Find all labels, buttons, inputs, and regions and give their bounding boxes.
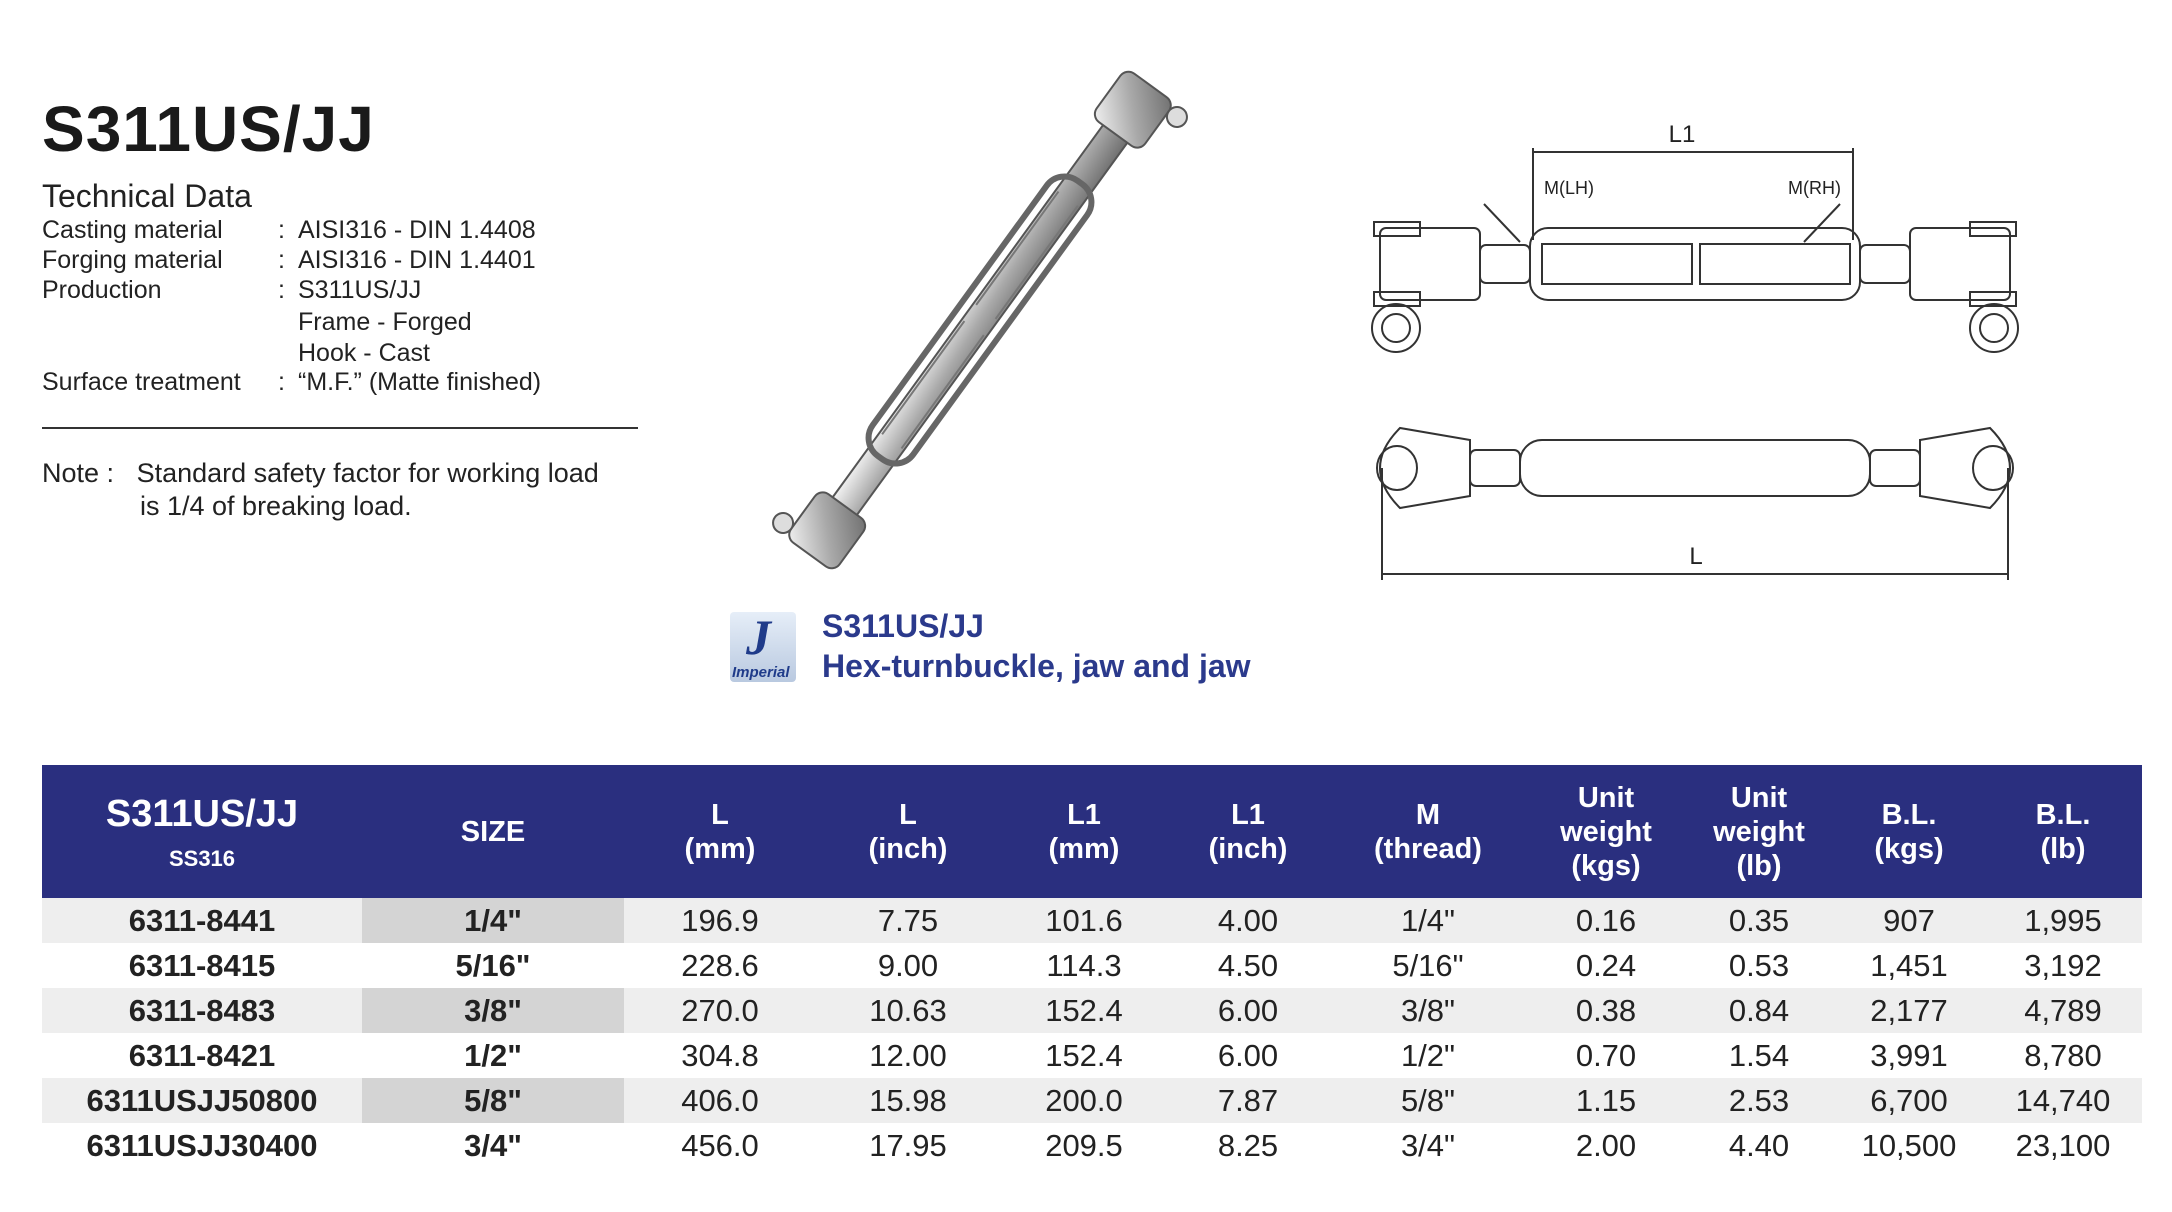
spec-value: AISI316 - DIN 1.4401 bbox=[298, 246, 536, 274]
spec-value: S311US/JJ bbox=[298, 276, 422, 304]
table-cell: 406.0 bbox=[624, 1078, 816, 1123]
table-cell: 10,500 bbox=[1834, 1123, 1984, 1168]
table-row bbox=[42, 1078, 2142, 1123]
table-cell: 200.0 bbox=[1000, 1078, 1168, 1123]
spec-label: Casting material bbox=[42, 216, 223, 244]
table-cell: 304.8 bbox=[624, 1033, 816, 1078]
table-cell: 6.00 bbox=[1168, 1033, 1328, 1078]
size-cell: 5/16" bbox=[362, 943, 624, 988]
table-cell: 0.84 bbox=[1684, 988, 1834, 1033]
table-cell: 4.00 bbox=[1168, 898, 1328, 943]
table-cell: 2.53 bbox=[1684, 1078, 1834, 1123]
dim-mlh-label: M(LH) bbox=[1544, 178, 1594, 198]
item-code-cell: 6311-8441 bbox=[42, 898, 362, 943]
table-cell: 1/2" bbox=[1328, 1033, 1528, 1078]
note-line-1 bbox=[42, 458, 599, 489]
column-header: B.L. (kgs) bbox=[1834, 765, 1984, 898]
product-name: Hex-turnbuckle, jaw and jaw bbox=[822, 648, 1251, 684]
table-cell: 7.75 bbox=[816, 898, 1000, 943]
table-cell: 5/16" bbox=[1328, 943, 1528, 988]
turnbuckle-photo bbox=[720, 40, 1240, 600]
table-cell: 15.98 bbox=[816, 1078, 1000, 1123]
column-header: L (inch) bbox=[816, 765, 1000, 898]
table-body bbox=[42, 898, 2142, 1168]
table-cell: 8,780 bbox=[1984, 1033, 2142, 1078]
table-cell: 0.38 bbox=[1528, 988, 1684, 1033]
technical-data-heading: Technical Data bbox=[42, 178, 252, 214]
table-cell: 907 bbox=[1834, 898, 1984, 943]
spec-colon: : bbox=[278, 276, 285, 304]
table-cell: 0.35 bbox=[1684, 898, 1834, 943]
size-cell: 1/4" bbox=[362, 898, 624, 943]
spec-value: AISI316 - DIN 1.4408 bbox=[298, 216, 536, 244]
column-header: L1 (inch) bbox=[1168, 765, 1328, 898]
table-cell: 3/4" bbox=[1328, 1123, 1528, 1168]
spec-colon: : bbox=[278, 216, 285, 244]
production-line-hook: Hook - Cast bbox=[298, 339, 430, 367]
table-cell: 270.0 bbox=[624, 988, 816, 1033]
column-header: Unit weight (lb) bbox=[1684, 765, 1834, 898]
table-row bbox=[42, 988, 2142, 1033]
logo-letter: J bbox=[746, 609, 771, 665]
spec-table bbox=[42, 765, 2142, 1168]
table-row bbox=[42, 898, 2142, 943]
table-cell: 7.87 bbox=[1168, 1078, 1328, 1123]
table-cell: 14,740 bbox=[1984, 1078, 2142, 1123]
table-cell: 0.53 bbox=[1684, 943, 1834, 988]
table-cell: 10.63 bbox=[816, 988, 1000, 1033]
table-cell: 3,192 bbox=[1984, 943, 2142, 988]
table-cell: 12.00 bbox=[816, 1033, 1000, 1078]
item-code-cell: 6311-8415 bbox=[42, 943, 362, 988]
table-row bbox=[42, 943, 2142, 988]
item-code-cell: 6311USJJ50800 bbox=[42, 1078, 362, 1123]
table-cell: 5/8" bbox=[1328, 1078, 1528, 1123]
table-cell: 6.00 bbox=[1168, 988, 1328, 1033]
item-code-cell: 6311-8483 bbox=[42, 988, 362, 1033]
table-cell: 23,100 bbox=[1984, 1123, 2142, 1168]
table-cell: 8.25 bbox=[1168, 1123, 1328, 1168]
table-cell: 3,991 bbox=[1834, 1033, 1984, 1078]
spec-colon: : bbox=[278, 368, 285, 396]
table-cell: 9.00 bbox=[816, 943, 1000, 988]
technical-drawing bbox=[1320, 110, 2090, 590]
spec-colon: : bbox=[278, 246, 285, 274]
column-header: M (thread) bbox=[1328, 765, 1528, 898]
spec-label: Surface treatment bbox=[42, 368, 241, 396]
table-cell: 0.24 bbox=[1528, 943, 1684, 988]
table-cell: 6,700 bbox=[1834, 1078, 1984, 1123]
column-header: Unit weight (kgs) bbox=[1528, 765, 1684, 898]
table-cell: 196.9 bbox=[624, 898, 816, 943]
table-cell: 456.0 bbox=[624, 1123, 816, 1168]
item-code-cell: 6311-8421 bbox=[42, 1033, 362, 1078]
table-cell: 152.4 bbox=[1000, 1033, 1168, 1078]
table-cell: 1,451 bbox=[1834, 943, 1984, 988]
table-cell: 1.54 bbox=[1684, 1033, 1834, 1078]
table-cell: 2,177 bbox=[1834, 988, 1984, 1033]
table-cell: 0.70 bbox=[1528, 1033, 1684, 1078]
table-cell: 1/4" bbox=[1328, 898, 1528, 943]
table-cell: 152.4 bbox=[1000, 988, 1168, 1033]
table-cell: 101.6 bbox=[1000, 898, 1168, 943]
table-header-row bbox=[42, 765, 2142, 898]
header-model bbox=[42, 765, 362, 898]
production-line-frame: Frame - Forged bbox=[298, 308, 472, 336]
table-row bbox=[42, 1033, 2142, 1078]
note-label: Note : bbox=[42, 458, 115, 488]
note-text: Standard safety factor for working load bbox=[136, 458, 599, 488]
table-cell: 4.50 bbox=[1168, 943, 1328, 988]
logo-text: Imperial bbox=[732, 664, 790, 681]
table-cell: 3/8" bbox=[1328, 988, 1528, 1033]
table-cell: 1,995 bbox=[1984, 898, 2142, 943]
spec-label: Forging material bbox=[42, 246, 223, 274]
table-cell: 114.3 bbox=[1000, 943, 1168, 988]
column-header: SIZE bbox=[362, 765, 624, 898]
spec-value: “M.F.” (Matte finished) bbox=[298, 368, 542, 396]
dim-l1-label: L1 bbox=[1668, 121, 1696, 148]
imperial-logo bbox=[730, 609, 796, 682]
header-model-material: SS316 bbox=[168, 845, 236, 871]
table-cell: 4,789 bbox=[1984, 988, 2142, 1033]
product-code: S311US/JJ bbox=[822, 608, 984, 644]
dim-mrh-label: M(RH) bbox=[1788, 178, 1841, 198]
table-cell: 2.00 bbox=[1528, 1123, 1684, 1168]
table-cell: 209.5 bbox=[1000, 1123, 1168, 1168]
table-cell: 17.95 bbox=[816, 1123, 1000, 1168]
size-cell: 1/2" bbox=[362, 1033, 624, 1078]
header-model-name: S311US/JJ bbox=[105, 792, 299, 835]
column-header: B.L. (lb) bbox=[1984, 765, 2142, 898]
dim-l-label: L bbox=[1689, 543, 1703, 570]
page-title: S311US/JJ bbox=[42, 93, 375, 165]
table-cell: 1.15 bbox=[1528, 1078, 1684, 1123]
note-line-2: is 1/4 of breaking load. bbox=[140, 491, 412, 521]
column-header: L (mm) bbox=[624, 765, 816, 898]
table-cell: 0.16 bbox=[1528, 898, 1684, 943]
table-cell: 4.40 bbox=[1684, 1123, 1834, 1168]
size-cell: 3/4" bbox=[362, 1123, 624, 1168]
size-cell: 3/8" bbox=[362, 988, 624, 1033]
spec-label: Production bbox=[42, 276, 162, 304]
column-header: L1 (mm) bbox=[1000, 765, 1168, 898]
section-divider bbox=[42, 427, 638, 429]
item-code-cell: 6311USJJ30400 bbox=[42, 1123, 362, 1168]
table-cell: 228.6 bbox=[624, 943, 816, 988]
table-row bbox=[42, 1123, 2142, 1168]
size-cell: 5/8" bbox=[362, 1078, 624, 1123]
